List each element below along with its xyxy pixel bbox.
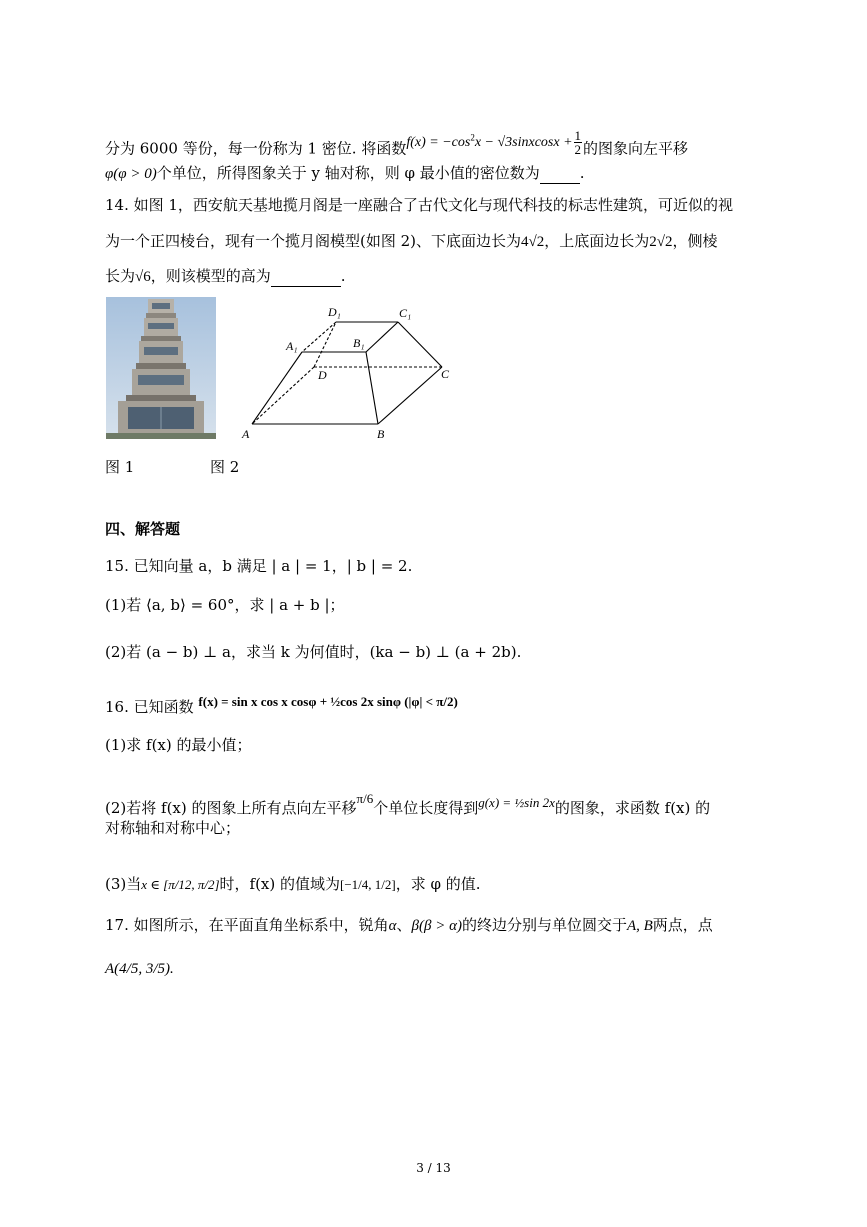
q16-part3: (3)当x ∈ [π/12, π/2]时，f(x) 的值域为[−1/4, 1/2]，求 φ 的值.: [105, 875, 481, 893]
q17-line1: 17. 如图所示，在平面直角坐标系中，锐角α、β(β > α)的终边分别与单位圆交于A, B两点，点: [105, 916, 713, 934]
label-A1: A₁: [286, 339, 298, 353]
frustum-diagram: [238, 300, 468, 450]
q16-part2-line2: 对称轴和对称中心；: [105, 819, 241, 837]
q13-function: $f(x) = -\cos^2x$ − √3sinxcosx + $\frac{1}{2}$: [406, 127, 582, 157]
q15-part1: (1)若 ⟨a, b⟩ = 60°，求 | a + b |；: [105, 596, 345, 614]
q13-line1: [105, 127, 688, 159]
q13-phi: φ(φ > 0): [105, 166, 157, 182]
q16-intro: 16. 已知函数 f(x) = sin x cos x cosφ + ½cos 2x sinφ (|φ| < π/2): [105, 694, 458, 716]
q13-text: 分为 6000 等份，每一份称为 1 密位. 将函数: [105, 139, 407, 158]
x-interval: x ∈ [π/12, π/2]: [141, 877, 220, 892]
q16-part1: (1)求 f(x) 的最小值；: [105, 736, 252, 754]
label-D: D: [318, 368, 327, 382]
label-C1: C₁: [399, 306, 412, 320]
range-interval: [−1/4, 1/2]: [340, 877, 396, 892]
q16-formula: f(x) = sin x cos x cosφ + ½cos 2x sinφ (|φ| < π/2): [198, 694, 458, 709]
answer-blank: [540, 163, 580, 184]
q15-line1: 15. 已知向量 a，b 满足 | a | = 1，| b | = 2.: [105, 557, 413, 575]
section-title: 四、解答题: [105, 520, 181, 538]
label-A: A: [242, 427, 250, 441]
fig1-caption: 图 1: [105, 458, 135, 476]
top-edge: 2√2: [649, 234, 673, 250]
label-B1: B₁: [353, 336, 365, 350]
fig2-caption: 图 2: [210, 458, 240, 476]
q14-line1: 14. 如图 1，西安航天基地揽月阁是一座融合了古代文化与现代科技的标志性建筑，可近似的视: [105, 196, 733, 214]
q13-tail: 的图象向左平移: [583, 139, 689, 158]
label-B: B: [377, 427, 385, 441]
q14-line3: 长为√6，则该模型的高为 .: [105, 267, 346, 285]
q13-text2: 个单位，所得图象关于 y 轴对称，则 φ 最小值的密位数为: [156, 164, 540, 182]
q14-line2: 为一个正四棱台，现有一个揽月阁模型(如图 2)、下底面边长为4√2，上底面边长为2√2，侧棱: [105, 232, 718, 250]
q17-point-A: A(4/5, 3/5).: [105, 961, 174, 977]
q13-line2: φ(φ > 0)个单位，所得图象关于 y 轴对称，则 φ 最小值的密位数为 .: [105, 164, 585, 182]
answer-blank: [271, 266, 341, 287]
page-number: 3 / 13: [416, 1161, 451, 1175]
g-function: g(x) = ½sin 2x: [478, 795, 555, 810]
label-D1: D₁: [328, 305, 341, 319]
lateral-edge: √6: [135, 269, 151, 285]
tower-photo: [106, 297, 216, 439]
shift-amount: π/6: [356, 791, 374, 806]
q15-part2: (2)若 (a − b) ⊥ a，求当 k 为何值时，(ka − b) ⊥ (a + 2b).: [105, 643, 522, 661]
q16-part2: (2)若将 f(x) 的图象上所有点向左平移π/6个单位长度得到g(x) = ½sin 2x的图象，求函数 f(x) 的: [105, 791, 711, 817]
label-C: C: [441, 367, 450, 381]
bottom-edge: 4√2: [521, 234, 545, 250]
